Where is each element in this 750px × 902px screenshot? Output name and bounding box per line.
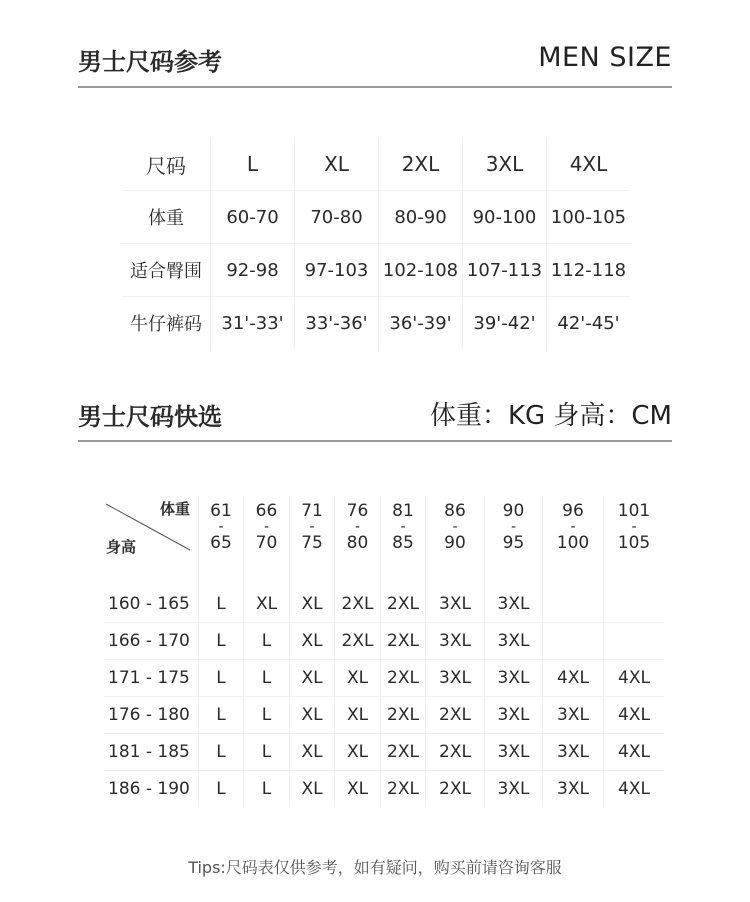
- recommended-size-cell: 2XL: [381, 586, 426, 623]
- weight-range-header: [335, 496, 381, 586]
- weight-range-header: [485, 496, 543, 586]
- recommended-size-cell: 3XL: [543, 697, 604, 734]
- recommended-size-cell: [604, 623, 665, 660]
- range-dash: -: [510, 519, 517, 535]
- weight-from: 71: [301, 501, 323, 521]
- recommended-size-cell: 3XL: [426, 586, 485, 623]
- recommended-size-cell: 3XL: [485, 660, 543, 697]
- jeans-cell: 42'-45': [557, 312, 620, 334]
- weight-cell: 90-100: [463, 191, 547, 244]
- recommended-size-cell: L: [244, 771, 290, 808]
- weight-from: 66: [255, 501, 278, 521]
- height-range-label: 186 - 190: [104, 771, 199, 808]
- weight-from: 61: [210, 501, 232, 521]
- recommended-size-cell: XL: [335, 771, 381, 808]
- height-range-label: 176 - 180: [104, 697, 199, 734]
- recommended-size-cell: L: [244, 697, 290, 734]
- men-size-header: [78, 40, 672, 90]
- size-cell: 4XL: [547, 138, 631, 191]
- height-axis-label: 身高: [106, 538, 137, 556]
- weight-from: 101: [617, 501, 651, 521]
- table-row: [104, 697, 664, 734]
- weight-range-header: [290, 496, 335, 586]
- recommended-size-cell: 4XL: [604, 697, 665, 734]
- size-cell: 3XL: [463, 138, 547, 191]
- recommended-size-cell: L: [244, 623, 290, 660]
- recommended-size-cell: 2XL: [381, 660, 426, 697]
- weight-to: 85: [392, 533, 414, 553]
- recommended-size-cell: XL: [290, 734, 335, 771]
- recommended-size-cell: 2XL: [426, 771, 485, 808]
- recommended-size-cell: 4XL: [618, 779, 650, 799]
- jeans-cell: 39'-42': [463, 297, 547, 350]
- range-dash: -: [452, 519, 458, 535]
- weight-range-header: [244, 496, 290, 586]
- section-title: 男士尺码参考: [78, 48, 222, 76]
- weight-axis-label: 体重: [159, 500, 190, 518]
- recommended-size-cell: 3XL: [485, 623, 543, 660]
- height-range-label: 160 - 165: [104, 586, 199, 623]
- recommended-size-cell: [543, 586, 604, 623]
- weight-to: 95: [502, 533, 525, 553]
- recommended-size-cell: 3XL: [426, 623, 485, 660]
- recommended-size-cell: XL: [335, 697, 381, 734]
- recommended-size-cell: [543, 623, 604, 660]
- jeans-cell: 36'-39': [379, 297, 463, 350]
- recommended-size-cell: XL: [290, 771, 335, 808]
- size-cell: L: [211, 138, 295, 191]
- range-dash: -: [309, 519, 315, 535]
- recommended-size-cell: L: [244, 734, 290, 771]
- weight-cell: 70-80: [295, 191, 379, 244]
- recommended-size-cell: [604, 586, 665, 623]
- recommended-size-cell: L: [199, 697, 244, 734]
- weight-to: 100: [556, 533, 590, 553]
- recommended-size-cell: XL: [290, 697, 335, 734]
- hip-cell: 102-108: [379, 244, 463, 297]
- weight-to: 80: [346, 533, 369, 553]
- recommended-size-cell: XL: [244, 586, 290, 623]
- recommended-size-cell: 3XL: [543, 771, 604, 808]
- recommended-size-cell: 4XL: [543, 660, 604, 697]
- table-row: [122, 297, 630, 350]
- weight-cell: 80-90: [379, 191, 463, 244]
- table-row: [104, 623, 664, 660]
- recommended-size-cell: 2XL: [381, 623, 426, 660]
- section-subtitle: MEN SIZE: [538, 42, 672, 73]
- weight-range-header: [543, 496, 604, 586]
- recommended-size-cell: XL: [290, 623, 335, 660]
- corner-cell: [104, 496, 199, 586]
- hip-cell: 92-98: [211, 244, 295, 297]
- weight-from: 90: [502, 501, 525, 521]
- recommended-size-cell: 4XL: [604, 660, 665, 697]
- jeans-cell: 33'-36': [295, 297, 379, 350]
- range-dash: -: [400, 519, 406, 535]
- size-reference-table: [122, 138, 630, 349]
- recommended-size-cell: L: [199, 586, 244, 623]
- row-label: 尺码: [122, 138, 211, 191]
- hip-cell: 107-113: [463, 244, 547, 297]
- recommended-size-cell: 2XL: [381, 771, 426, 808]
- table-row: [104, 586, 664, 623]
- recommended-size-cell: 3XL: [426, 660, 485, 697]
- weight-to: 105: [617, 533, 651, 553]
- height-range-label: 166 - 170: [104, 623, 199, 660]
- recommended-size-cell: 3XL: [485, 771, 543, 808]
- row-label: 体重: [122, 191, 211, 244]
- recommended-size-cell: L: [199, 623, 244, 660]
- weight-from: 86: [444, 501, 466, 521]
- row-label: 适合臀围: [122, 244, 211, 297]
- recommended-size-cell: XL: [335, 660, 381, 697]
- size-cell: XL: [295, 138, 379, 191]
- recommended-size-cell: 3XL: [485, 586, 543, 623]
- jeans-cell: 31'-33': [211, 297, 295, 350]
- range-dash: -: [631, 519, 637, 535]
- recommended-size-cell: 3XL: [485, 697, 543, 734]
- hip-cell: 97-103: [295, 244, 379, 297]
- height-range-label: 171 - 175: [104, 660, 199, 697]
- weight-range-header: [381, 496, 426, 586]
- weight-range-header: [199, 496, 244, 586]
- tips-text: Tips:尺码表仅供参考，如有疑问，购买前请咨询客服: [188, 858, 562, 877]
- table-header-row: [104, 496, 664, 586]
- recommended-size-cell: L: [244, 660, 290, 697]
- weight-to: 70: [255, 533, 278, 553]
- recommended-size-cell: 3XL: [485, 734, 543, 771]
- quick-select-table: [104, 496, 664, 807]
- table-row: [104, 771, 664, 808]
- weight-from: 76: [346, 501, 369, 521]
- table-row: [122, 244, 630, 297]
- recommended-size-cell: 2XL: [426, 697, 485, 734]
- recommended-size-cell: 2XL: [381, 734, 426, 771]
- range-dash: -: [570, 519, 576, 535]
- recommended-size-cell: XL: [335, 734, 381, 771]
- divider: [78, 86, 672, 88]
- recommended-size-cell: L: [199, 771, 244, 808]
- weight-cell: 60-70: [211, 191, 295, 244]
- divider: [78, 440, 672, 442]
- table-row: [104, 734, 664, 771]
- weight-range-header: [604, 496, 665, 586]
- recommended-size-cell: 2XL: [381, 697, 426, 734]
- recommended-size-cell: L: [199, 660, 244, 697]
- range-dash: -: [354, 519, 361, 535]
- weight-from: 81: [392, 501, 414, 521]
- height-range-label: 181 - 185: [104, 734, 199, 771]
- recommended-size-cell: 3XL: [543, 734, 604, 771]
- row-label: 牛仔裤码: [122, 297, 211, 350]
- weight-from: 96: [562, 501, 584, 521]
- section-title: 男士尺码快选: [78, 403, 222, 431]
- quick-select-header: [78, 395, 672, 445]
- weight-to: 90: [444, 533, 466, 553]
- recommended-size-cell: XL: [290, 660, 335, 697]
- size-cell: 2XL: [379, 138, 463, 191]
- table-row: [122, 191, 630, 244]
- weight-cell: 100-105: [547, 191, 631, 244]
- recommended-size-cell: 4XL: [604, 734, 665, 771]
- recommended-size-cell: 2XL: [426, 734, 485, 771]
- range-dash: -: [218, 519, 224, 535]
- recommended-size-cell: 2XL: [335, 623, 381, 660]
- weight-to: 75: [301, 533, 323, 553]
- range-dash: -: [263, 519, 270, 535]
- weight-range-header: [426, 496, 485, 586]
- recommended-size-cell: 2XL: [335, 586, 381, 623]
- weight-to: 65: [210, 533, 232, 553]
- recommended-size-cell: XL: [290, 586, 335, 623]
- table-row: [122, 138, 630, 191]
- recommended-size-cell: L: [199, 734, 244, 771]
- table-row: [104, 660, 664, 697]
- hip-cell: 112-118: [547, 244, 631, 297]
- units-label: 体重：KG 身高：CM: [429, 401, 672, 431]
